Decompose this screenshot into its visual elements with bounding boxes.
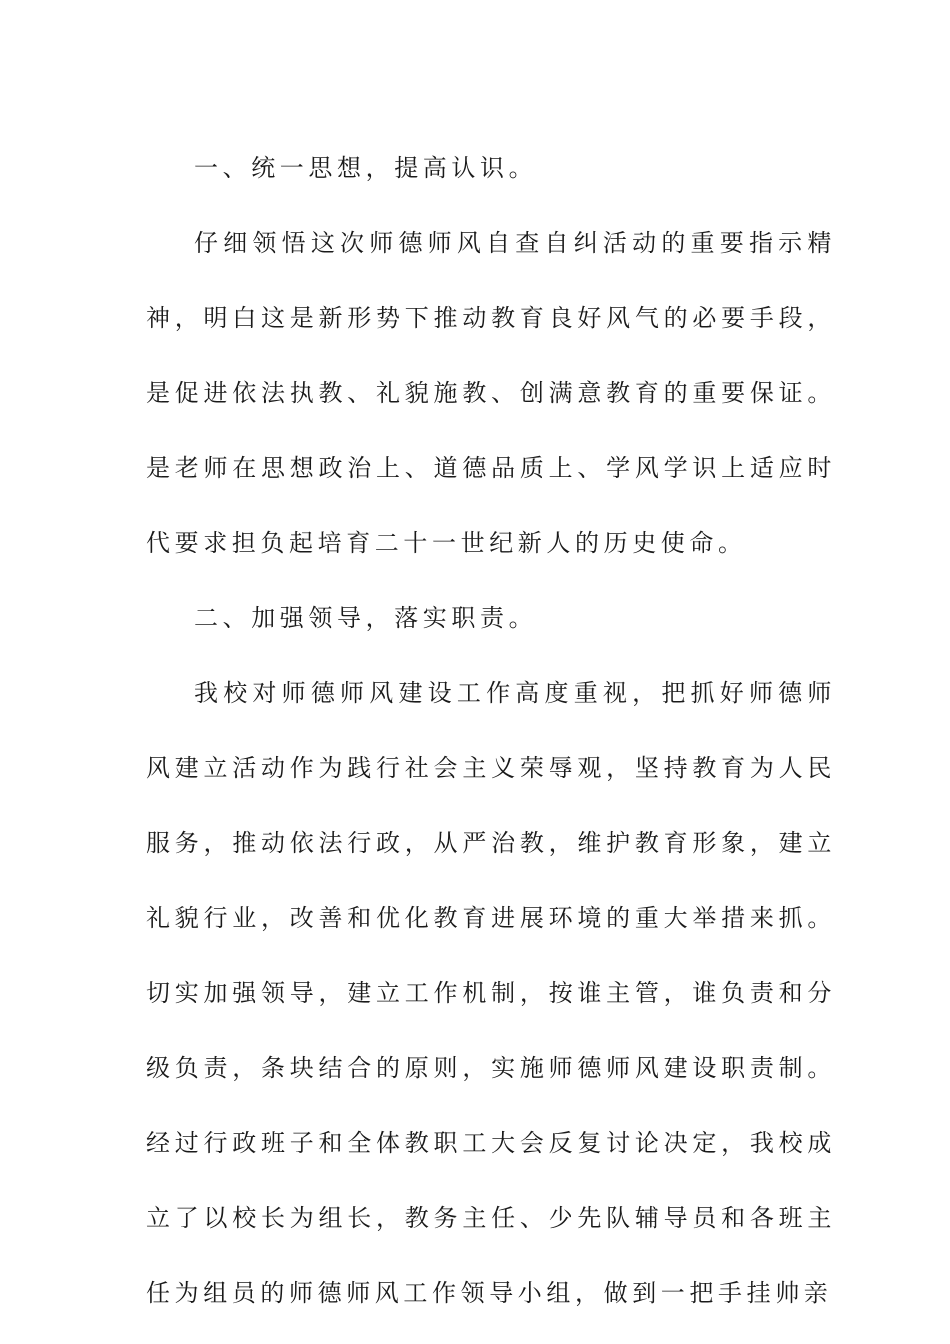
section-heading-2: 二、加强领导，落实职责。 [194, 604, 538, 632]
document-body [146, 131, 836, 1331]
paragraph-2: 我校对师德师风建设工作高度重视，把抓好师德师风建立活动作为践行社会主义荣辱观，坚持教育为人民服务，推动依法行政，从严治教，维护教育形象，建立礼貌行业，改善和优化教育进展环境的重大举措来抓。切实加强领导，建立工作机制，按谁主管，谁负责和分级负责，条块结合的原则，实施师德师风建设职责制。经过行政班子和全体教职工大会反复讨论决定，我校成立了以校长为组长，教务主任、少先队辅导员和各班主任为组员的师德师风工作领导小组，做到一把手挂帅亲 [146, 679, 836, 1307]
section-heading-1: 一、统一思想，提高认识。 [194, 154, 538, 182]
paragraph-1: 仔细领悟这次师德师风自查自纠活动的重要指示精神，明白这是新形势下推动教育良好风气的必要手段，是促进依法执教、礼貌施教、创满意教育的重要保证。是老师在思想政治上、道德品质上、学风学识上适应时代要求担负起培育二十一世纪新人的历史使命。 [146, 229, 836, 557]
